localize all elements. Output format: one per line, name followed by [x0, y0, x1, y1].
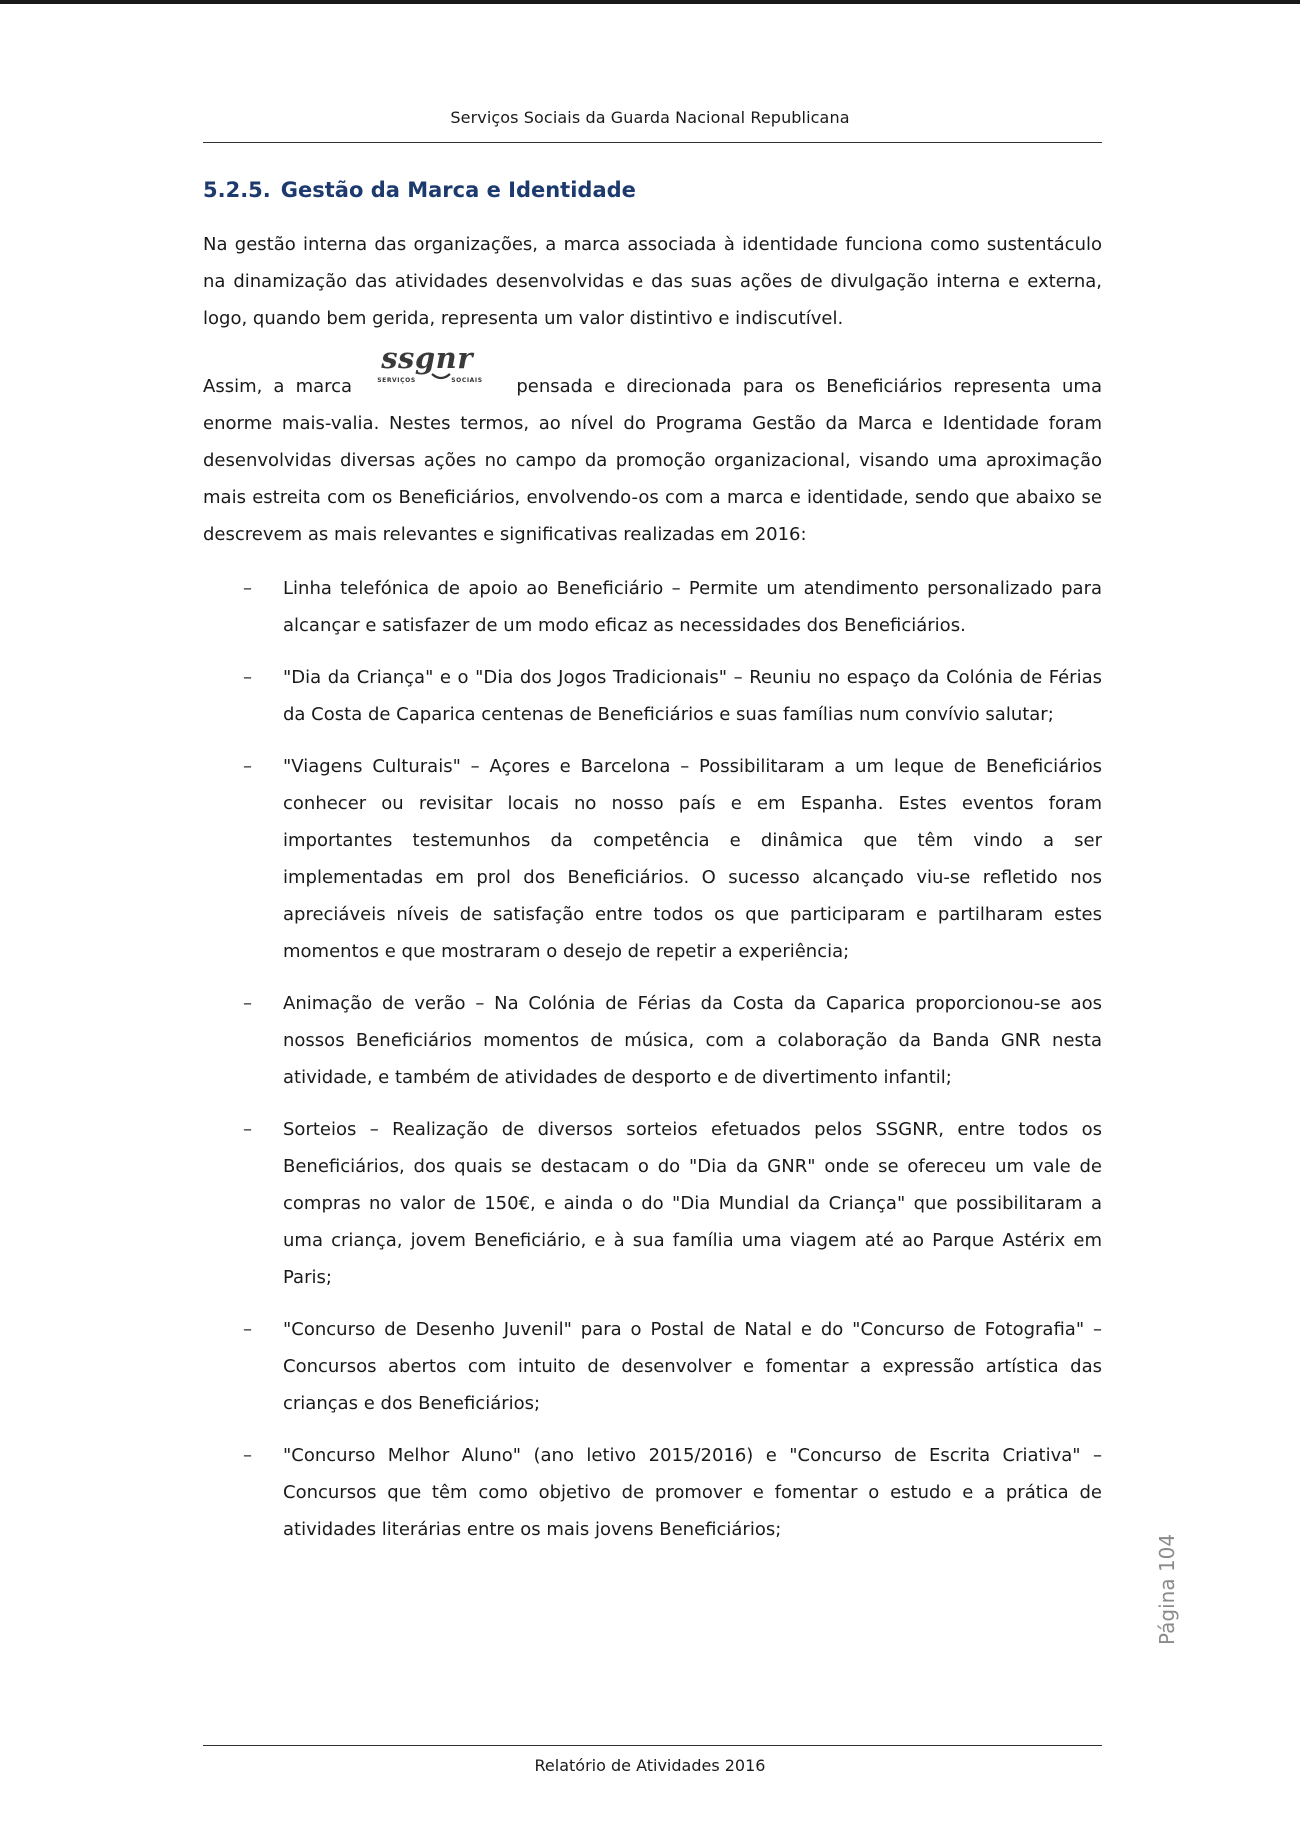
logo-subtitle-left: SERVIÇOS [377, 377, 416, 384]
brand-paragraph [203, 341, 1102, 553]
list-item [203, 748, 1102, 970]
list-item [203, 659, 1102, 733]
list-item-text: "Viagens Culturais" – Açores e Barcelona – Possibilitaram a um leque de Beneficiários conhecer ou revisitar locais no nosso país e em Espanha. Estes eventos foram importantes testemunhos da competência e dinâmica que têm vindo a ser implementadas em prol dos Beneficiários. O sucesso alcançado viu-se refletido nos apreciáveis níveis de satisfação entre todos os que participaram e partilharam estes momentos e que mostraram o desejo de repetir a experiência; [283, 756, 1102, 962]
bullet-dash: – [243, 578, 252, 599]
bullet-dash: – [243, 1319, 252, 1340]
list-item-text: Animação de verão – Na Colónia de Férias da Costa da Caparica proporcionou-se aos nossos Beneficiários momentos de música, com a colaboração da Banda GNR nesta atividade, e também de atividades de desporto e de divertimento infantil; [283, 993, 1102, 1088]
list-item-text: Linha telefónica de apoio ao Beneficiário – Permite um atendimento personalizado para alcançar e satisfazer de um modo eficaz as necessidades dos Beneficiários. [283, 578, 1102, 636]
top-border [0, 0, 1300, 4]
list-item [203, 1311, 1102, 1422]
footer-divider [203, 1745, 1102, 1746]
section-heading [203, 178, 1102, 202]
list-item-text: "Dia da Criança" e o "Dia dos Jogos Tradicionais" – Reuniu no espaço da Colónia de Férias da Costa de Caparica centenas de Beneficiários e suas famílias num convívio salutar; [283, 667, 1102, 725]
list-item [203, 570, 1102, 644]
running-header: Serviços Sociais da Guarda Nacional Republicana [450, 108, 850, 127]
bullet-dash: – [243, 993, 252, 1014]
list-item-text: Sorteios – Realização de diversos sorteios efetuados pelos SSGNR, entre todos os Beneficiários, dos quais se destacam o do "Dia da GNR" onde se ofereceu um vale de compras no valor de 150€, e ainda o do "Dia Mundial da Criança" que possibilitaram a uma criança, jovem Beneficiário, e à sua família uma viagem até ao Parque Astérix em Paris; [283, 1119, 1102, 1288]
bullet-dash: – [243, 1445, 252, 1466]
list-item [203, 985, 1102, 1096]
page-content [203, 178, 1102, 1563]
section-title: Gestão da Marca e Identidade [280, 178, 636, 202]
activities-list [203, 570, 1102, 1548]
logo-subtitle-right: SOCIAIS [451, 377, 483, 384]
brand-text-after: pensada e direcionada para os Beneficiários representa uma enorme mais-valia. Nestes termos, ao nível do Programa Gestão da Marca e Identidade foram desenvolvidas diversas ações no campo da promoção organizacional, visando uma aproximação mais estreita com os Beneficiários, envolvendo-os com a marca e identidade, sendo que abaixo se descrevem as mais relevantes e significativas realizadas em 2016: [203, 376, 1102, 545]
list-item [203, 1111, 1102, 1296]
list-item [203, 1437, 1102, 1548]
ssgnr-logo [369, 341, 499, 396]
bullet-dash: – [243, 756, 252, 777]
list-item-text: "Concurso Melhor Aluno" (ano letivo 2015/2016) e "Concurso de Escrita Criativa" – Concursos que têm como objetivo de promover e fomentar o estudo e a prática de atividades literárias entre os mais jovens Beneficiários; [283, 1445, 1102, 1540]
bullet-dash: – [243, 1119, 252, 1140]
logo-wordmark: ssgnr [381, 341, 473, 375]
header-divider [203, 142, 1102, 143]
logo-swoosh-icon [431, 372, 451, 382]
brand-text-before: Assim, a marca [203, 376, 353, 397]
section-number: 5.2.5. [203, 178, 271, 202]
intro-paragraph: Na gestão interna das organizações, a marca associada à identidade funciona como sustentáculo na dinamização das atividades desenvolvidas e das suas ações de divulgação interna e externa, logo, quando bem gerida, representa um valor distintivo e indiscutível. [203, 234, 1102, 329]
bullet-dash: – [243, 667, 252, 688]
running-footer: Relatório de Atividades 2016 [534, 1756, 766, 1775]
page-number-label: Página 104 [1155, 1533, 1179, 1645]
list-item-text: "Concurso de Desenho Juvenil" para o Postal de Natal e do "Concurso de Fotografia" – Concursos abertos com intuito de desenvolver e fomentar a expressão artística das crianças e dos Beneficiários; [283, 1319, 1102, 1414]
